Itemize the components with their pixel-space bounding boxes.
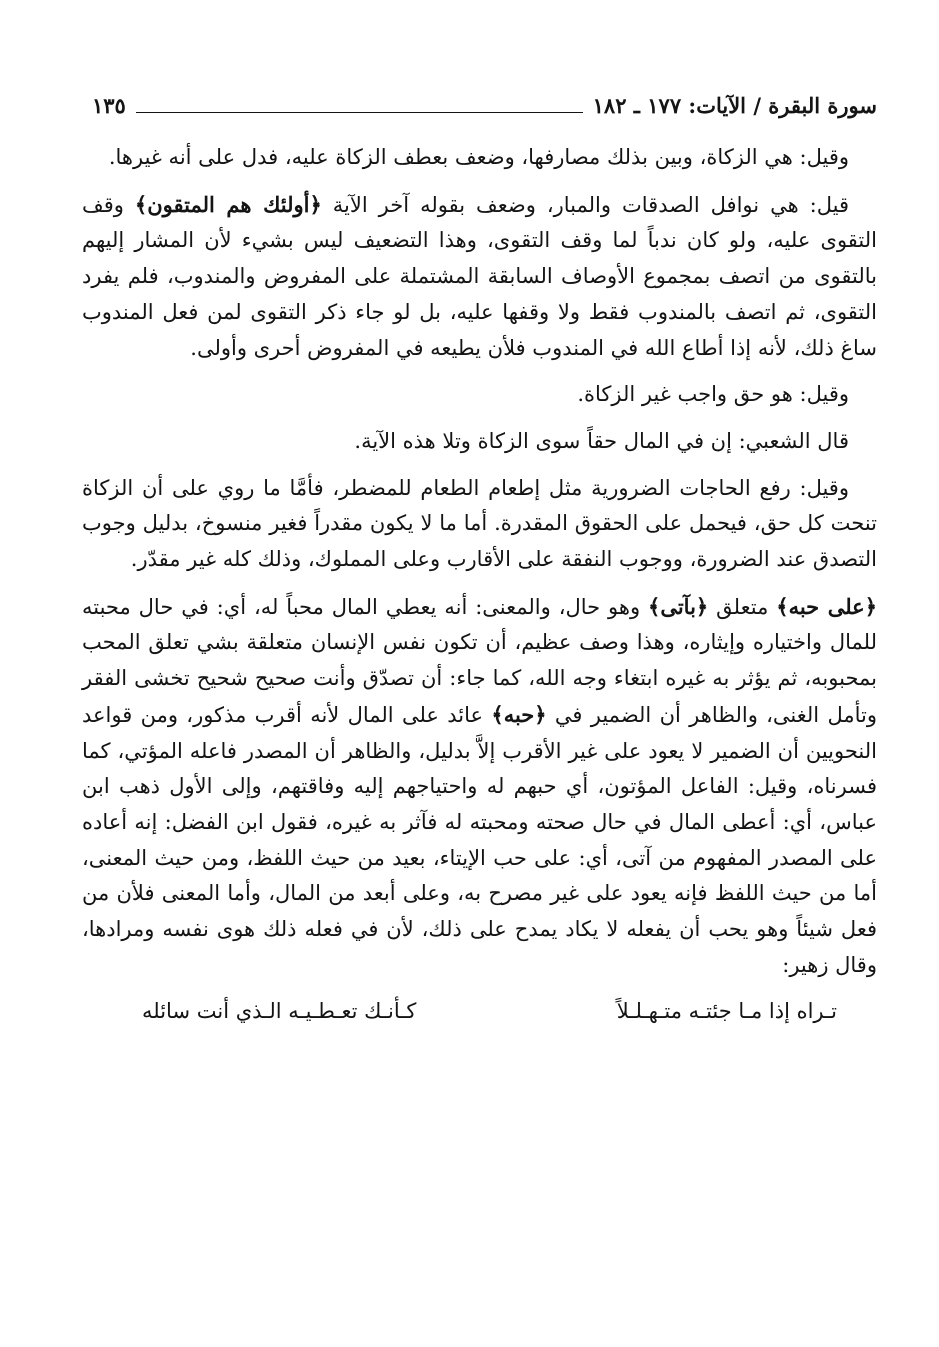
paragraph-mid: وهو حال، والمعنى: أنه يعطي المال محباً له، أي: في حال محبته للمال واختياره وإيثاره، وهذا وصف عظيم، أن تكون نفس الإنسان متعلقة بشي تعلق المحب بمحبوبه، ثم يؤثر به غيره ابتغاء وجه الله، كما جاء: أن تصدّق وأنت صحيح شحيح تخشى الفقر وتأمل الغنى، والظاهر أن الضمير في <box>82 594 877 727</box>
verse-first-hemistich: تـراه إذا مـا جئتـه متـهـلـلاً <box>616 999 837 1024</box>
paragraph-text: قال الشعبي: إن في المال حقاً سوى الزكاة وتلا هذه الآية. <box>354 428 849 453</box>
quran-quote: ﴿أولئك هم المتقون﴾ <box>134 191 322 217</box>
paragraph-text: وقيل: هي الزكاة، وبين بذلك مصارفها، وضعف بعطف الزكاة عليه، فدل على أنه غيرها. <box>108 145 849 169</box>
paragraph-shabi <box>82 424 877 460</box>
quran-quote: ﴿على حبه﴾ <box>776 593 877 619</box>
running-title: سورة البقرة / الآيات: ١٧٧ ـ ١٨٢ <box>592 93 877 118</box>
paragraph-ala-hubbihi <box>82 589 877 984</box>
quran-quote: ﴿حبه﴾ <box>491 701 547 727</box>
paragraph-nawafil <box>82 187 877 367</box>
page-header <box>92 84 877 120</box>
header-rule <box>136 112 583 113</box>
paragraph-text: وقيل: رفع الحاجات الضرورية مثل إطعام الطعام للمضطر، فأمَّا ما روي على أن الزكاة تنحت كل حق، فيحمل على الحقوق المقدرة. أما ما لا يكون مقدراً فغير منسوخ، بدليل وجوب التصدق عند الضرورة، ووجوب النفقة على الأقارب وعلى المملوك، وذلك كله غير مقدّر. <box>82 475 877 572</box>
paragraph-text: وقيل: هو حق واجب غير الزكاة. <box>577 382 849 407</box>
paragraph-rest: عائد على المال لأنه أقرب مذكور، ومن قواعد النحويين أن الضمير لا يعود على غير الأقرب إلاَّ بدليل، والظاهر أن المصدر فاعله المؤتي، كما فسرناه، وقيل: الفاعل المؤتون، أي حبهم له واحتياجهم إليه وفاقتهم، وإلى الأول ذهب ابن عباس، أي: أعطى المال في حال صحته ومحبته له فآثر به غيره، فقول ابن الفضل: إنه أعاده على المصدر المفهوم من آتى، أي: على حب الإيتاء، بعيد من حيث اللفظ، ومن حيث المعنى، أما من حيث اللفظ فإنه يعود على غير مصرح به، وعلى أبعد من المال، وأما المعنى فلأن من فعل شيئاً وهو يحب أن يفعله لا يكاد يمدح على ذلك، لأن في فعله ذلك هوى نفسه ومرادها، وقال زهير: <box>82 702 878 977</box>
paragraph-hajat <box>82 471 877 578</box>
verse-second-hemistich: كـأنـك تعـطـيـه الـذي أنت سائله <box>142 999 417 1024</box>
paragraph-rest: وقف التقوى عليه، ولو كان ندباً لما وقف التقوى، وهذا التضعيف ليس بشيء لأن المشار إليهم بالتقوى من اتصف بمجموع الأوصاف السابقة المشتملة على المفروض والمندوب، فلم يفرد التقوى، ثم اتصف بالمندوب فقط ولا وقفها عليه، بل لو جاء ذكر التقوى لمن فعل المندوب ساغ ذلك، لأنه إذا أطاع الله في المندوب فلأن يطيعه في المفروض أحرى وأولى. <box>82 192 877 360</box>
poetry-verse <box>142 994 837 1030</box>
page-body <box>82 140 877 1030</box>
paragraph-zakat <box>82 140 877 176</box>
paragraph-mid: متعلق <box>708 594 777 619</box>
page-number: ١٣٥ <box>92 93 126 118</box>
quran-quote: ﴿بآتى﴾ <box>648 593 709 619</box>
paragraph-haqq-wajib <box>82 377 877 413</box>
paragraph-lead: قيل: هي نوافل الصدقات والمبار، وضعف بقوله آخر الآية <box>321 192 849 217</box>
